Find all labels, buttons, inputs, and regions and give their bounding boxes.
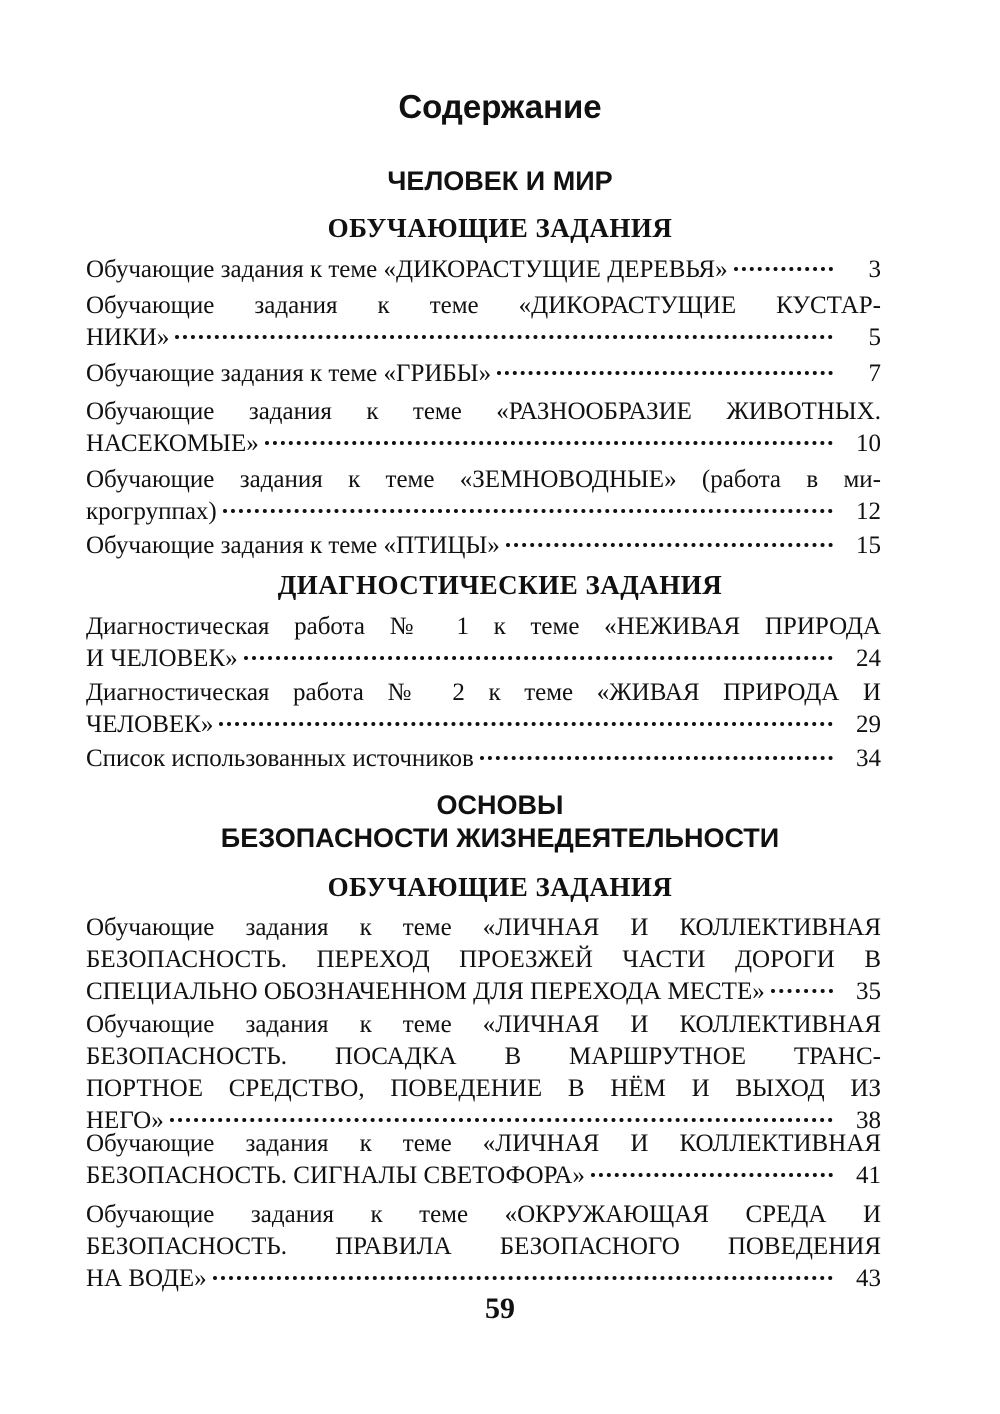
toc-entry-last-line bbox=[86, 976, 881, 1008]
toc-entry-text: Обучающие задания к теме «ПТИЦЫ» bbox=[86, 532, 500, 559]
toc-entry-text: Список использованных источников bbox=[86, 745, 474, 772]
dot-leader bbox=[223, 509, 833, 513]
toc-entry[interactable] bbox=[86, 1199, 881, 1295]
part-title-obzh-line2: БЕЗОПАСНОСТИ ЖИЗНЕДЕЯТЕЛЬНОСТИ bbox=[220, 823, 780, 853]
toc-entry[interactable] bbox=[86, 358, 881, 390]
toc-entry-line: Обучающие задания к теме «РАЗНООБРАЗИЕ ЖИВОТНЫХ. bbox=[86, 398, 881, 425]
toc-entry-page-number: 5 bbox=[868, 324, 881, 351]
toc-entry-text: НА ВОДЕ» bbox=[86, 1265, 207, 1292]
toc-entry-text: крогруппах) bbox=[86, 498, 217, 525]
toc-entry-page-number: 35 bbox=[856, 978, 881, 1005]
toc-entry-line: Обучающие задания к теме «ЛИЧНАЯ И КОЛЛЕКТИВНАЯ bbox=[86, 1130, 881, 1157]
dot-leader bbox=[265, 441, 833, 445]
toc-entry[interactable] bbox=[86, 611, 881, 675]
section-title-diagnostic: ДИАГНОСТИЧЕСКИЕ ЗАДАНИЯ bbox=[277, 570, 723, 600]
toc-entry-last-line bbox=[86, 1263, 881, 1295]
toc-entry[interactable] bbox=[86, 464, 881, 528]
toc-entry-text: СПЕЦИАЛЬНО ОБОЗНАЧЕННОМ ДЛЯ ПЕРЕХОДА МЕСТЕ» bbox=[86, 978, 765, 1005]
toc-entry[interactable] bbox=[86, 254, 881, 286]
toc-entry-page-number: 10 bbox=[856, 430, 881, 457]
toc-entry-line: БЕЗОПАСНОСТЬ. ПРАВИЛА БЕЗОПАСНОГО ПОВЕДЕНИЯ bbox=[86, 1233, 881, 1260]
toc-entry-text: ЧЕЛОВЕК» bbox=[86, 711, 214, 738]
toc-entry-last-line bbox=[86, 322, 881, 354]
toc-entry-last-line bbox=[86, 254, 881, 286]
toc-entry-line: Обучающие задания к теме «ОКРУЖАЮЩАЯ СРЕДА И bbox=[86, 1201, 881, 1228]
toc-entry-text: НИКИ» bbox=[86, 324, 170, 351]
dot-leader bbox=[591, 1173, 833, 1177]
toc-entry-page-number: 24 bbox=[856, 645, 881, 672]
toc-entry[interactable] bbox=[86, 530, 881, 562]
part-title-obzh-line1: ОСНОВЫ bbox=[436, 790, 564, 820]
toc-entry[interactable] bbox=[86, 1009, 881, 1137]
toc-entry-line: Обучающие задания к теме «ЗЕМНОВОДНЫЕ» (работа в ми- bbox=[86, 466, 881, 493]
toc-entry-page-number: 15 bbox=[856, 532, 881, 559]
dot-leader bbox=[480, 756, 833, 760]
toc-entry[interactable] bbox=[86, 396, 881, 460]
dot-leader bbox=[219, 722, 833, 726]
toc-entry[interactable] bbox=[86, 912, 881, 1008]
dot-leader bbox=[170, 1118, 833, 1122]
toc-entry-last-line bbox=[86, 709, 881, 741]
toc-entry-last-line bbox=[86, 1160, 881, 1192]
toc-entry-text: Обучающие задания к теме «ДИКОРАСТУЩИЕ ДЕРЕВЬЯ» bbox=[86, 256, 728, 283]
toc-entry[interactable] bbox=[86, 743, 881, 775]
toc-entry-line: Диагностическая работа № 1 к теме «НЕЖИВАЯ ПРИРОДА bbox=[86, 613, 881, 640]
toc-entry-line: БЕЗОПАСНОСТЬ. ПЕРЕХОД ПРОЕЗЖЕЙ ЧАСТИ ДОРОГИ В bbox=[86, 946, 881, 973]
page-title: Содержание bbox=[398, 88, 602, 125]
toc-entry-page-number: 43 bbox=[856, 1265, 881, 1292]
dot-leader bbox=[244, 656, 833, 660]
toc-entry-page-number: 3 bbox=[868, 256, 881, 283]
toc-entry-page-number: 34 bbox=[856, 745, 881, 772]
toc-entry-last-line bbox=[86, 743, 881, 775]
toc-entry-text: Обучающие задания к теме «ГРИБЫ» bbox=[86, 360, 492, 387]
dot-leader bbox=[175, 335, 833, 339]
dot-leader bbox=[771, 989, 833, 993]
toc-entry-last-line bbox=[86, 643, 881, 675]
dot-leader bbox=[497, 371, 833, 375]
toc-entry-line: Обучающие задания к теме «ДИКОРАСТУЩИЕ КУСТАР- bbox=[86, 292, 881, 319]
page-number: 59 bbox=[485, 1292, 515, 1325]
toc-entry-last-line bbox=[86, 428, 881, 460]
section-title-training: ОБУЧАЮЩИЕ ЗАДАНИЯ bbox=[327, 213, 673, 243]
toc-entry-line: ПОРТНОЕ СРЕДСТВО, ПОВЕДЕНИЕ В НЁМ И ВЫХОД ИЗ bbox=[86, 1075, 881, 1102]
toc-entry-page-number: 29 bbox=[856, 711, 881, 738]
toc-entry-page-number: 12 bbox=[856, 498, 881, 525]
toc-entry-line: БЕЗОПАСНОСТЬ. ПОСАДКА В МАРШРУТНОЕ ТРАНС- bbox=[86, 1043, 881, 1070]
toc-entry-text: И ЧЕЛОВЕК» bbox=[86, 645, 238, 672]
toc-entry-text: БЕЗОПАСНОСТЬ. СИГНАЛЫ СВЕТОФОРА» bbox=[86, 1162, 585, 1189]
toc-entry[interactable] bbox=[86, 1128, 881, 1192]
toc-entry-page-number: 38 bbox=[856, 1107, 881, 1134]
toc-entry-last-line bbox=[86, 496, 881, 528]
dot-leader bbox=[734, 267, 833, 271]
toc-entry-line: Обучающие задания к теме «ЛИЧНАЯ И КОЛЛЕКТИВНАЯ bbox=[86, 1011, 881, 1038]
toc-entry-last-line bbox=[86, 358, 881, 390]
toc-entry[interactable] bbox=[86, 290, 881, 354]
toc-entry-page-number: 41 bbox=[856, 1162, 881, 1189]
section-title-training-obzh: ОБУЧАЮЩИЕ ЗАДАНИЯ bbox=[327, 872, 673, 902]
toc-entry[interactable] bbox=[86, 677, 881, 741]
toc-entry-page-number: 7 bbox=[868, 360, 881, 387]
toc-entry-line: Диагностическая работа № 2 к теме «ЖИВАЯ ПРИРОДА И bbox=[86, 679, 881, 706]
toc-entry-last-line bbox=[86, 530, 881, 562]
dot-leader bbox=[506, 543, 833, 547]
toc-entry-text: НАСЕКОМЫЕ» bbox=[86, 430, 259, 457]
dot-leader bbox=[213, 1276, 833, 1280]
toc-entry-text: НЕГО» bbox=[86, 1107, 164, 1134]
part-title-chelovek-i-mir: ЧЕЛОВЕК И МИР bbox=[387, 166, 613, 196]
toc-entry-line: Обучающие задания к теме «ЛИЧНАЯ И КОЛЛЕКТИВНАЯ bbox=[86, 914, 881, 941]
